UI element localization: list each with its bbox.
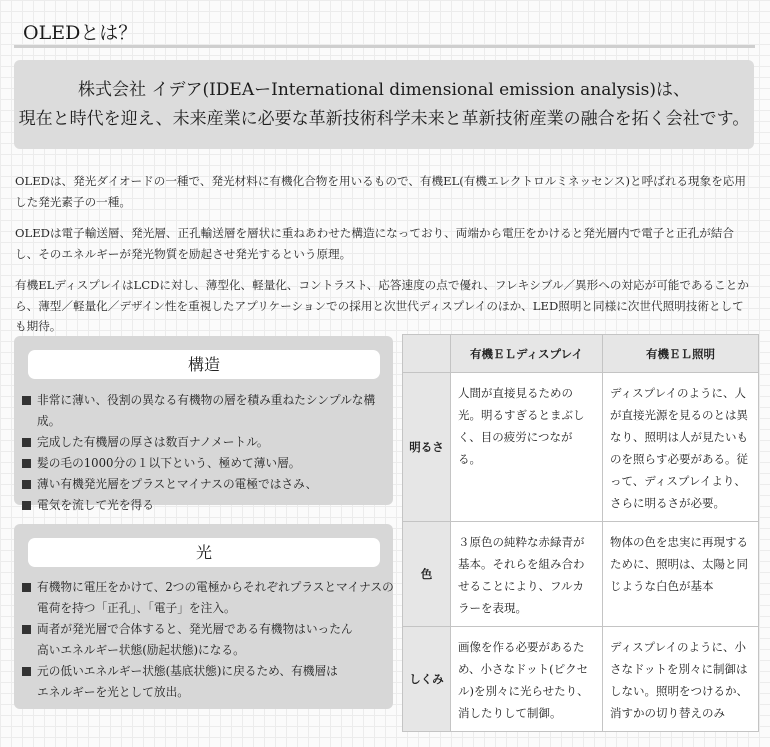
- table-corner-cell: [403, 335, 451, 373]
- table-row: [403, 627, 759, 732]
- list-item: [22, 661, 394, 703]
- row-label-mechanism: しくみ: [403, 627, 451, 732]
- banner-line-1: 株式会社 イデア(IDEAーInternational dimensional emission analysis)は、: [78, 80, 690, 100]
- company-banner: [14, 60, 754, 149]
- structure-heading: 構造: [28, 350, 380, 379]
- column-header-display: 有機ＥＬディスプレイ: [451, 335, 603, 373]
- list-item: [22, 619, 394, 661]
- structure-list: [22, 390, 394, 516]
- table-cell: 人間が直接見るための光。明るすぎるとまぶしく、目の疲労につながる。: [451, 373, 603, 522]
- light-heading: 光: [28, 538, 380, 567]
- page-title: OLEDとは？: [23, 22, 138, 44]
- intro-paragraph-1: OLEDは、発光ダイオードの一種で、発光材料に有機化合物を用いるもので、有機EL(有機エレクトロルミネッセンス)と呼ばれる現象を応用した発光素子の一種。: [15, 174, 746, 209]
- intro-paragraph-2: OLEDは電子輸送層、発光層、正孔輸送層を層状に重ねあわせた構造になっており、両端から電圧をかけると発光層内で電子と正孔が結合し、そのエネルギーが発光物質を励起させ発光するという原理。: [15, 226, 734, 261]
- list-item-line: 両者が発光層で合体すると、発光層である有機物はいったん: [37, 622, 353, 636]
- table-cell: 画像を作る必要があるため、小さなドット(ピクセル)を別々に光らせたり、消したりして制御。: [451, 627, 603, 732]
- intro-paragraph-3: 有機ELディスプレイはLCDに対し、薄型化、軽量化、コントラスト、応答速度の点で優れ、フレキシブル／異形への対応が可能であることから、薄型／軽量化／デザイン性を重視したアプリケーションでの採用と次世代ディスプレイのほか、LED照明と同様に次世代照明技術としても期待。: [15, 278, 749, 333]
- list-item-line: エネルギーを光として放出。: [37, 685, 189, 699]
- light-box: [14, 524, 393, 709]
- list-item: 完成した有機層の厚さは数百ナノメートル。: [22, 432, 394, 453]
- list-item-line: 元の低いエネルギー状態(基底状態)に戻るため、有機層は: [37, 664, 338, 678]
- row-label-brightness: 明るさ: [403, 373, 451, 522]
- list-item: 髪の毛の1000分の１以下という、極めて薄い層。: [22, 453, 394, 474]
- table-cell: ディスプレイのように、小さなドットを別々に制御はしない。照明をつけるか、消すかの切り替えのみ: [603, 627, 759, 732]
- list-item: 電気を流して光を得る: [22, 495, 394, 516]
- table-cell: ３原色の純粋な赤緑青が基本。それらを組み合わせることにより、フルカラーを表現。: [451, 522, 603, 627]
- table-row: [403, 522, 759, 627]
- table-header-row: [403, 335, 759, 373]
- list-item-line: 高いエネルギー状態(励起状態)になる。: [37, 643, 245, 657]
- list-item-line: 電荷を持つ「正孔」、「電子」を注入。: [37, 601, 236, 615]
- list-item: 薄い有機発光層をプラスとマイナスの電極ではさみ、: [22, 474, 394, 495]
- list-item: [22, 577, 394, 619]
- column-header-lighting: 有機ＥＬ照明: [603, 335, 759, 373]
- banner-line-2: 現在と時代を迎え、未来産業に必要な革新技術科学未来と革新技術産業の融合を拓く会社です。: [18, 109, 750, 129]
- title-divider: [14, 45, 755, 48]
- table-cell: 物体の色を忠実に再現するために、照明は、太陽と同じような白色が基本: [603, 522, 759, 627]
- row-label-color: 色: [403, 522, 451, 627]
- table-cell: ディスプレイのように、人が直接光源を見るのとは異なり、照明は人が見たいものを照らす必要がある。従って、ディスプレイより、さらに明るさが必要。: [603, 373, 759, 522]
- light-list: [22, 577, 394, 703]
- comparison-table: [402, 334, 759, 732]
- list-item-line: 有機物に電圧をかけて、2つの電極からそれぞれプラスとマイナスの: [37, 580, 394, 594]
- list-item: 非常に薄い、役割の異なる有機物の層を積み重ねたシンプルな構成。: [22, 390, 394, 432]
- structure-box: [14, 336, 393, 512]
- table-row: [403, 373, 759, 522]
